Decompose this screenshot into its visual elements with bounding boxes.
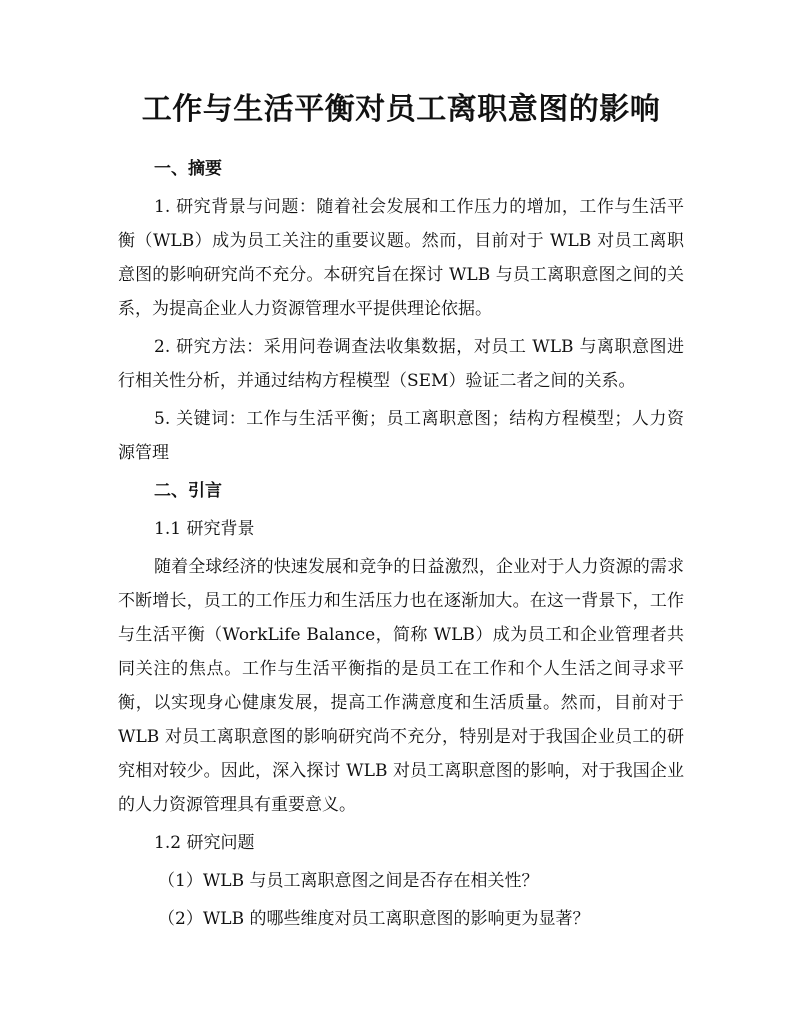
document-title: 工作与生活平衡对员工离职意图的影响 <box>141 92 661 127</box>
research-question-2: （2）WLB 的哪些维度对员工离职意图的影响更为显著？ <box>158 909 590 929</box>
introduction-heading: 二、引言 <box>154 481 222 501</box>
abstract-heading: 一、摘要 <box>154 159 222 179</box>
background-paragraph: 随着全球经济的快速发展和竞争的日益激烈，企业对于人力资源的需求不断增长，员工的工作压力和生活压力也在逐渐加大。在这一背景下，工作与生活平衡（WorkLife Balance，简称 WLB）成为员工和企业管理者共同关注的焦点。工作与生活平衡指的是员工在工作和个人生活之间寻求平衡，以实现身心健康发展，提高工作满意度和生活质量。然而，目前对于 WLB 对员工离职意图的影响研究尚不充分，特别是对于我国企业员工的研究相对较少。因此，深入探讨 WLB 对员工离职意图的影响，对于我国企业的人力资源管理具有重要意义。 <box>118 557 684 815</box>
abstract-paragraph-keywords: 5. 关键词：工作与生活平衡；员工离职意图；结构方程模型；人力资源管理 <box>118 409 684 463</box>
document-page <box>118 88 684 940</box>
subsection-background-heading: 1.1 研究背景 <box>154 519 255 539</box>
abstract-paragraph-background: 1. 研究背景与问题：随着社会发展和工作压力的增加，工作与生活平衡（WLB）成为员工关注的重要议题。然而，目前对于 WLB 对员工离职意图的影响研究尚不充分。本研究旨在探讨 WLB 与员工离职意图之间的关系，为提高企业人力资源管理水平提供理论依据。 <box>118 197 684 319</box>
abstract-paragraph-method: 2. 研究方法：采用问卷调查法收集数据，对员工 WLB 与离职意图进行相关性分析，并通过结构方程模型（SEM）验证二者之间的关系。 <box>118 337 684 391</box>
research-question-1: （1）WLB 与员工离职意图之间是否存在相关性？ <box>158 871 539 891</box>
subsection-questions-heading: 1.2 研究问题 <box>154 833 255 853</box>
